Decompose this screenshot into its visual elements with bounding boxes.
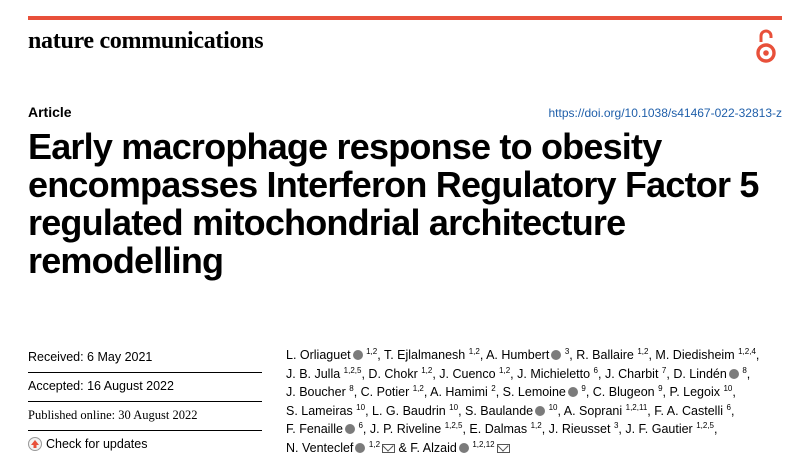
author-line: N. Venteclef $^{1,2}$ & F. Alzaid $^{1,2,12}$	[286, 439, 796, 458]
check-for-updates-label: Check for updates	[46, 437, 148, 451]
orcid-icon[interactable]	[568, 387, 578, 397]
header-accent-bar	[28, 16, 782, 20]
title-line: regulated mitochondrial architecture	[28, 202, 626, 243]
author-line: S. Lameiras $^{10}$, L. G. Baudrin $^{10}$, S. Baulande $^{10}$, A. Soprani $^{1,2,11}$, F. A. Castelli $^6$,	[286, 402, 735, 418]
mail-icon[interactable]	[497, 444, 510, 453]
check-updates-row[interactable]	[28, 431, 262, 460]
orcid-icon[interactable]	[551, 350, 561, 360]
orcid-icon[interactable]	[459, 443, 469, 453]
orcid-icon[interactable]	[355, 443, 365, 453]
doi-link[interactable]: https://doi.org/10.1038/s41467-022-32813-z	[548, 106, 782, 120]
published-date-row	[28, 402, 262, 431]
title-line: encompasses Interferon Regulatory Factor 5	[28, 164, 759, 205]
title-line: Early macrophage response to obesity	[28, 126, 662, 167]
received-date: Received: 6 May 2021	[28, 350, 153, 364]
journal-name[interactable]: nature communications	[28, 28, 264, 54]
check-for-updates-button[interactable]	[28, 437, 147, 451]
orcid-icon[interactable]	[345, 424, 355, 434]
open-access-icon	[754, 26, 778, 64]
received-date-row	[28, 344, 262, 373]
article-title	[28, 128, 788, 280]
mail-icon[interactable]	[382, 444, 395, 453]
accepted-date-row	[28, 373, 262, 402]
title-line: remodelling	[28, 240, 224, 281]
author-line: F. Fenaille $^6$, J. P. Riveline $^{1,2,5}$, E. Dalmas $^{1,2}$, J. Rieusset $^3$, J. F. Gautier $^{1,2,5}$,	[286, 421, 718, 436]
check-for-updates-icon	[28, 437, 42, 451]
accepted-date: Accepted: 16 August 2022	[28, 379, 174, 393]
author-line: J. B. Julla $^{1,2,5}$, D. Chokr $^{1,2}$, J. Cuenco $^{1,2}$, J. Michieletto $^6$, J. Charbit $^7$, D. Lindén $^8$,	[286, 365, 751, 381]
author-line: L. Orliaguet $^{1,2}$, T. Ejlalmanesh $^{1,2}$, A. Humbert $^3$, R. Ballaire $^{1,2}$, M. Diedisheim $^{1,2,4}$,	[286, 347, 760, 362]
orcid-icon[interactable]	[535, 406, 545, 416]
author-line: J. Boucher $^8$, C. Potier $^{1,2}$, A. Hamimi $^2$, S. Lemoine $^9$, C. Blugeon $^9$, P. Legoix $^{10}$,	[286, 384, 736, 399]
published-date: Published online: 30 August 2022	[28, 408, 198, 422]
orcid-icon[interactable]	[729, 369, 739, 379]
author-list	[286, 346, 796, 457]
article-type-label: Article	[28, 104, 72, 120]
orcid-icon[interactable]	[353, 350, 363, 360]
